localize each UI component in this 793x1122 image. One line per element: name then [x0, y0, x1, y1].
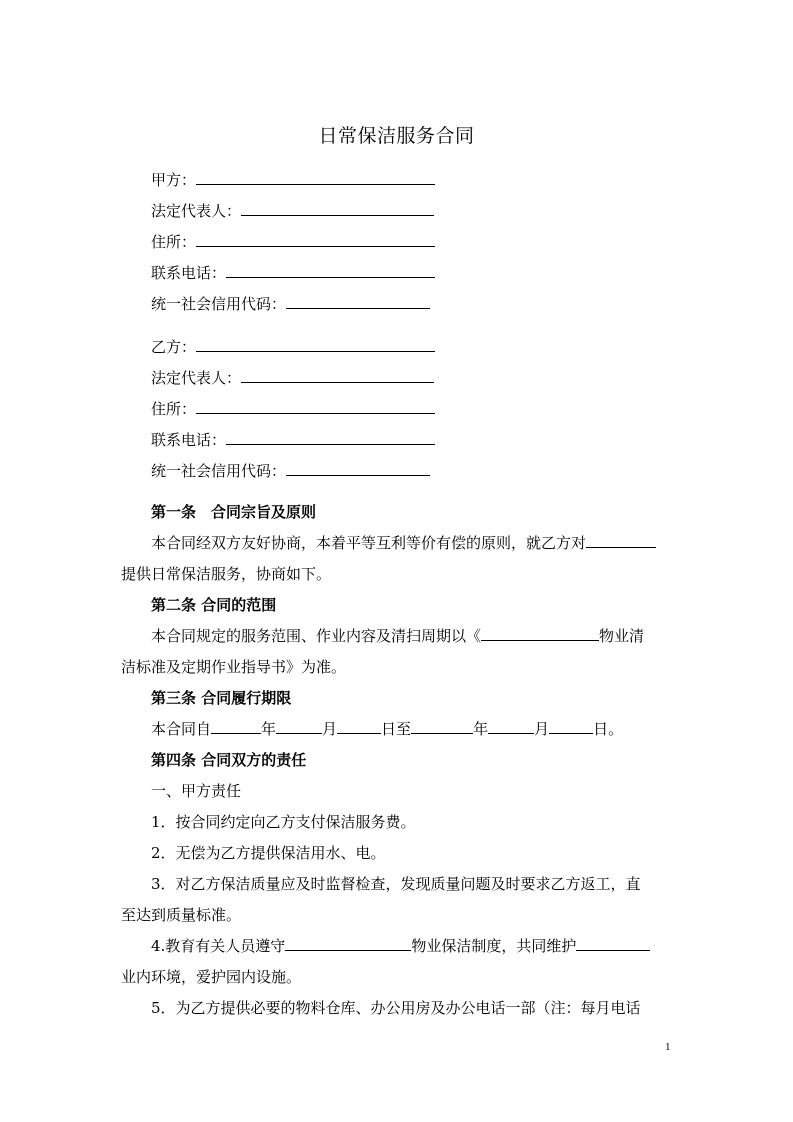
article-4: [121, 745, 674, 1024]
party-b-name-field: [151, 337, 435, 357]
party-a-credit-code-field: [151, 294, 430, 314]
article-2-text-line2: 洁标准及定期作业指导书》为准。: [121, 658, 347, 676]
fill-in-blank: [586, 532, 656, 548]
article-4-heading: 第四条 合同双方的责任: [151, 751, 307, 769]
article-3-text: 本合同自 年 月 日至 年 月 日。: [151, 720, 624, 738]
party-b-credit-code-field: [151, 461, 430, 481]
fill-in-blank: [488, 718, 534, 734]
fill-in-blank: [226, 430, 435, 445]
article-4-item-4-line1: 4.教育有关人员遵守 物业保洁制度，共同维护: [121, 931, 674, 962]
party-b-phone-field: [151, 430, 435, 450]
fill-in-blank: [337, 718, 381, 734]
article-4-item-3-line2: 至达到质量标准。: [121, 906, 242, 924]
field-label: 法定代表人：: [151, 202, 242, 220]
fill-in-blank: [241, 368, 434, 383]
fill-in-blank: [481, 625, 599, 641]
party-b-address-field: [151, 399, 435, 419]
field-label: 乙方：: [151, 338, 197, 356]
party-a-address-field: [151, 232, 435, 252]
fill-in-blank: [226, 263, 435, 278]
article-4-item-5: 5．为乙方提供必要的物料仓库、办公用房及办公电话一部（注：每月电话: [151, 999, 641, 1017]
article-4-item-3-line1: 3．对乙方保洁质量应及时监督检查，发现质量问题及时要求乙方返工，直: [151, 875, 641, 893]
fill-in-blank: [196, 399, 435, 414]
field-label: 住所：: [151, 400, 197, 418]
article-1-text-line2: 提供日常保洁服务，协商如下。: [121, 565, 332, 583]
article-2: [121, 590, 674, 683]
field-label: 法定代表人：: [151, 369, 242, 387]
field-label: 住所：: [151, 233, 197, 251]
field-label: 统一社会信用代码：: [151, 295, 287, 313]
fill-in-blank: [285, 935, 411, 951]
fill-in-blank: [211, 718, 261, 734]
fill-in-blank: [196, 337, 435, 352]
party-a-name-field: [151, 170, 435, 190]
article-4-item-4-line2: 业内环境，爱护园内设施。: [121, 968, 302, 986]
article-1-text-line1: 本合同经双方友好协商，本着平等互利等价有偿的原则，就乙方对: [121, 528, 674, 559]
fill-in-blank: [241, 201, 434, 216]
fill-in-blank: [276, 718, 322, 734]
article-1: [121, 497, 674, 590]
fill-in-blank: [576, 935, 650, 951]
fill-in-blank: [196, 170, 435, 185]
document-title: 日常保洁服务合同: [318, 125, 475, 147]
article-4-item-1: 1．按合同约定向乙方支付保洁服务费。: [151, 813, 416, 831]
party-a-phone-field: [151, 263, 435, 283]
party-b-rep-field: [151, 368, 434, 388]
page-number: 1: [665, 1041, 671, 1053]
fill-in-blank: [286, 461, 430, 476]
article-3: [121, 683, 674, 745]
article-2-text-line1: 本合同规定的服务范围、作业内容及清扫周期以《 物业清: [151, 627, 645, 645]
fill-in-blank: [286, 294, 430, 309]
field-label: 甲方：: [151, 171, 197, 189]
fill-in-blank: [411, 718, 473, 734]
fill-in-blank: [549, 718, 593, 734]
field-label: 联系电话：: [151, 431, 227, 449]
article-1-heading: 第一条 合同宗旨及原则: [151, 503, 317, 521]
article-3-heading: 第三条 合同履行期限: [151, 689, 292, 707]
party-a-rep-field: [151, 201, 434, 221]
field-label: 统一社会信用代码：: [151, 462, 287, 480]
article-4-item-2: 2．无偿为乙方提供保洁用水、电。: [151, 844, 386, 862]
fill-in-blank: [196, 232, 435, 247]
field-label: 联系电话：: [151, 264, 227, 282]
article-2-heading: 第二条 合同的范围: [151, 596, 277, 614]
article-4-subheading: 一、甲方责任: [151, 782, 242, 800]
